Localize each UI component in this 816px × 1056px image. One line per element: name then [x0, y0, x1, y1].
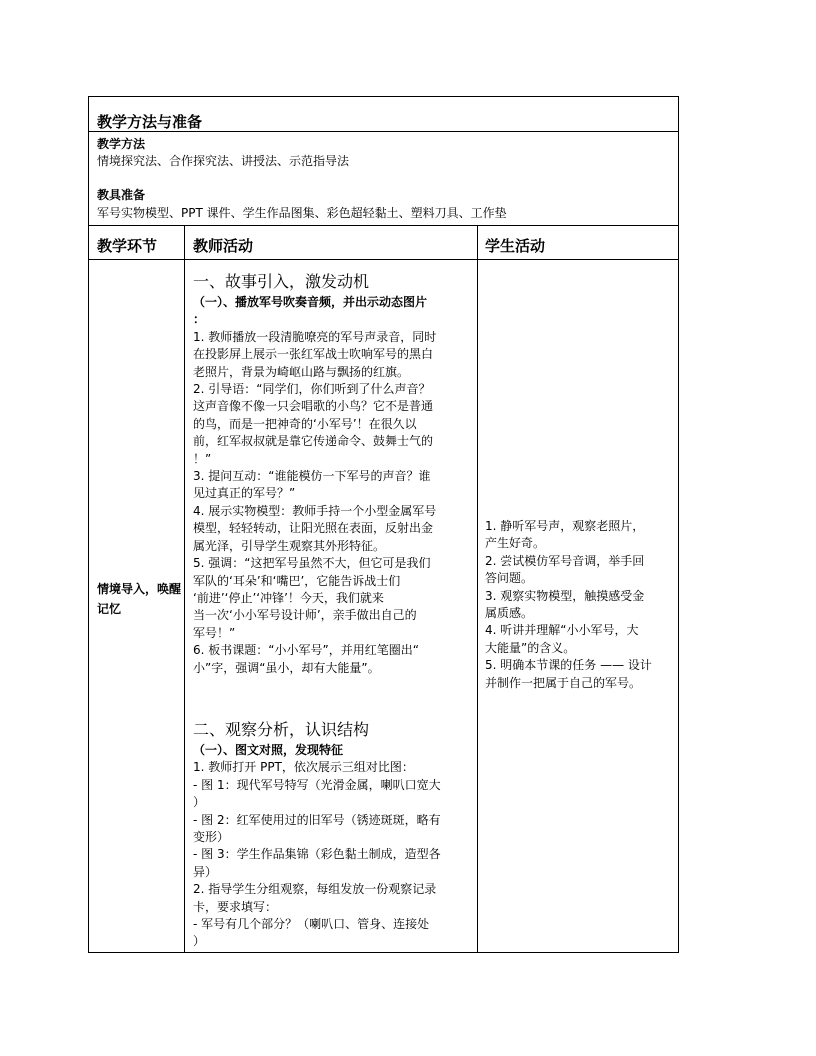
student-activities	[485, 518, 671, 692]
text-line: 异）	[193, 864, 218, 879]
text-line: 产生好奇。	[485, 536, 546, 551]
text-line: 4. 展示实物模型：教师手持一个小型金属军号	[193, 503, 437, 518]
column-divider	[184, 225, 185, 952]
lesson-table	[88, 96, 679, 953]
text-line: 军队的‘耳朵’和‘嘴巴’，它能告诉战士们	[193, 573, 401, 588]
text-line: 的鸟，而是一把神奇的‘小军号’！在很久以	[193, 416, 417, 431]
text-line: ）	[193, 934, 206, 949]
text-line: 大能量”的含义。	[485, 640, 576, 655]
part1-subtitle: （一）、播放军号吹奏音频，并出示动态图片	[193, 295, 428, 309]
text-line: ‘前进’‘停止’‘冲锋’！今天，我们就来	[193, 590, 384, 605]
text-line: 属光泽，引导学生观察其外形特征。	[193, 538, 386, 553]
text-line: - 图 3：学生作品集锦（彩色黏土制成，造型各	[193, 847, 441, 862]
text-line: 4. 听讲并理解“小小军号，大	[485, 623, 639, 638]
text-line: 属质感。	[485, 606, 534, 621]
text-line: 卡，要求填写：	[193, 899, 278, 914]
text-line: 答问题。	[485, 571, 534, 586]
part1-subtitle-cont: ：	[193, 312, 206, 327]
preparation-block	[89, 131, 678, 226]
text-line: 军号！”	[193, 625, 236, 640]
text-line: 并制作一把属于自己的军号。	[485, 675, 642, 690]
part2-lines	[193, 759, 481, 950]
text-line: 模型，轻轻转动，让阳光照在表面，反射出金	[193, 521, 434, 536]
header-stage: 教学环节	[97, 237, 158, 255]
part2-title: 二、观察分析，认识结构	[193, 719, 370, 739]
teacher-activities	[193, 271, 481, 951]
text-line: 在投影屏上展示一张红军战士吹响军号的黑白	[193, 347, 434, 362]
text-line: 2. 引导语：“同学们，你们听到了什么声音？	[193, 382, 431, 397]
part1-lines	[193, 329, 481, 677]
text-line: 变形）	[193, 829, 230, 844]
text-line: 1. 教师打开 PPT，依次展示三组对比图：	[193, 760, 414, 775]
table-header-row	[89, 225, 678, 260]
text-line: 5. 强调：“这把军号虽然不大，但它可是我们	[193, 556, 431, 571]
materials-text: 军号实物模型、PPT 课件、学生作品图集、彩色超轻黏土、塑料刀具、工作垫	[97, 206, 507, 220]
text-line: - 军号有几个部分？（喇叭口、管身、连接处	[193, 917, 430, 931]
text-line: 见过真正的军号？”	[193, 486, 296, 501]
methods-text: 情境探究法、合作探究法、讲授法、示范指导法	[97, 154, 350, 168]
text-line: 2. 指导学生分组观察，每组发放一份观察记录	[193, 882, 437, 897]
part2-subtitle: （一）、图文对照，发现特征	[193, 742, 344, 757]
text-line: 6. 板书课题：“小小军号”，并用红笔圈出“	[193, 643, 419, 658]
part1-title: 一、故事引入，激发动机	[193, 272, 370, 291]
section-header	[89, 97, 678, 132]
text-line: 小”字，强调“虽小，却有大能量”。	[193, 660, 380, 675]
stage-name: 情境导入，唤醒记忆	[97, 582, 182, 616]
text-line: ）	[193, 795, 206, 810]
text-line: 1. 静听军号声，观察老照片，	[485, 519, 645, 533]
text-line: ！”	[193, 451, 212, 466]
text-line: 5. 明确本节课的任务 —— 设计	[485, 658, 652, 673]
text-line: 3. 观察实物模型，触摸感受金	[485, 588, 645, 603]
text-line: 老照片，背景为崎岖山路与飘扬的红旗。	[193, 364, 410, 379]
header-teacher: 教师活动	[193, 237, 254, 255]
text-line: 3. 提问互动：“谁能模仿一下军号的声音？谁	[193, 469, 431, 484]
text-line: - 图 2：红军使用过的旧军号（锈迹斑斑，略有	[193, 812, 441, 827]
methods-heading: 教学方法	[97, 137, 146, 151]
text-line: 前，红军叔叔就是靠它传递命令、鼓舞士气的	[193, 434, 434, 449]
text-line: 1. 教师播放一段清脆嘹亮的军号声录音，同时	[193, 329, 437, 344]
text-line: 2. 尝试模仿军号音调，举手回	[485, 553, 645, 568]
section-title: 教学方法与准备	[97, 113, 203, 131]
header-student: 学生活动	[485, 237, 546, 255]
text-line: 这声音像不像一只会唱歌的小鸟？它不是普通	[193, 399, 434, 414]
text-line: - 图 1：现代军号特写（光滑金属，喇叭口宽大	[193, 777, 441, 792]
materials-heading: 教具准备	[97, 188, 146, 202]
text-line: 当一次‘小小军号设计师’，亲手做出自己的	[193, 608, 417, 623]
